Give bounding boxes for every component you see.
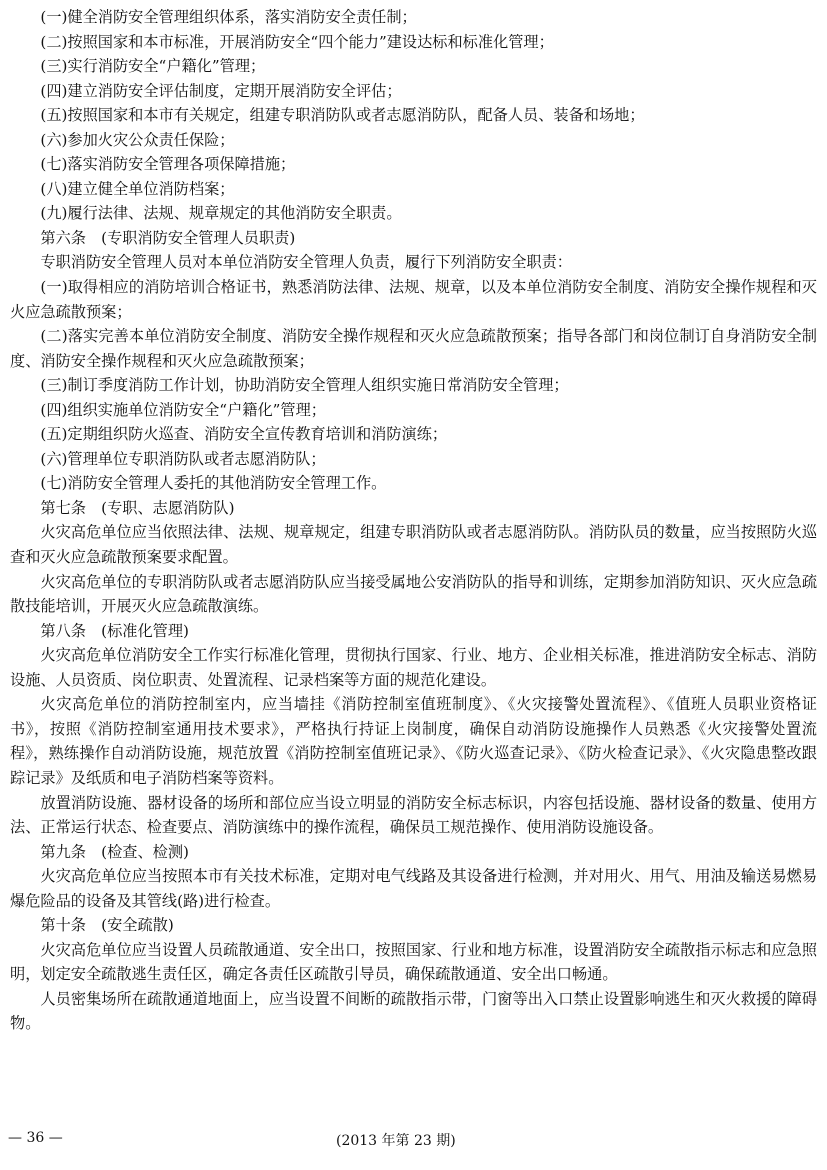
paragraph: (八)建立健全单位消防档案； <box>40 179 235 198</box>
paragraph: (六)管理单位专职消防队或者志愿消防队； <box>40 449 326 468</box>
paragraph: (一)取得相应的消防培训合格证书，熟悉消防法律、法规、规章，以及本单位消防安全制度、消防安全操作规程和灭火应急疏散预案； <box>10 278 817 321</box>
paragraph: 火灾高危单位应当依照法律、法规、规章规定，组建专职消防队或者志愿消防队。消防队员的数量，应当按照防火巡查和灭火应急疏散预案要求配置。 <box>10 523 817 567</box>
paragraph: (三)实行消防安全“户籍化”管理； <box>40 57 266 76</box>
article-heading: 第八条 (标准化管理) <box>40 621 189 640</box>
paragraph: (一)健全消防安全管理组织体系，落实消防安全责任制； <box>40 8 417 26</box>
paragraph: 火灾高危单位消防安全工作实行标准化管理，贯彻执行国家、行业、地方、企业相关标准，推进消防安全标志、消防设施、人员资质、岗位职责、处置流程、记录档案等方面的规范化建设。 <box>10 646 817 689</box>
document-body <box>10 0 817 1036</box>
paragraph: 放置消防设施、器材设备的场所和部位应当设立明显的消防安全标志标识，内容包括设施、器材设备的数量、使用方法、正常运行状态、检查要点、消防演练中的操作流程，确保员工规范操作、使用消防设施设备。 <box>10 793 817 837</box>
paragraph: (二)落实完善本单位消防安全制度、消防安全操作规程和灭火应急疏散预案；指导各部门和岗位制订自身消防安全制度、消防安全操作规程和灭火应急疏散预案； <box>10 327 817 370</box>
article-heading: 第九条 (检查、检测) <box>40 842 189 861</box>
paragraph: (七)落实消防安全管理各项保障措施； <box>40 155 296 174</box>
article-heading: 第十条 (安全疏散) <box>40 916 174 935</box>
paragraph: 火灾高危单位的专职消防队或者志愿消防队应当接受属地公安消防队的指导和训练，定期参加消防知识、灭火应急疏散技能培训，开展灭火应急疏散演练。 <box>10 572 817 616</box>
paragraph: (五)按照国家和本市有关规定，组建专职消防队或者志愿消防队，配备人员、装备和场地； <box>40 106 645 125</box>
paragraph: (四)建立消防安全评估制度，定期开展消防安全评估； <box>40 81 402 100</box>
paragraph: 人员密集场所在疏散通道地面上，应当设置不间断的疏散指示带，门窗等出入口禁止设置影响逃生和灭火救援的障碍物。 <box>10 989 817 1033</box>
paragraph: (九)履行法律、法规、规章规定的其他消防安全职责。 <box>40 204 402 223</box>
paragraph: 火灾高危单位应当设置人员疏散通道、安全出口，按照国家、行业和地方标准，设置消防安全疏散指示标志和应急照明，划定安全疏散逃生责任区，确定各责任区疏散引导员，确保疏散通道、安全出口畅通。 <box>10 940 817 984</box>
paragraph: (三)制订季度消防工作计划，协助消防安全管理人组织实施日常消防安全管理； <box>40 376 569 395</box>
article-heading: 第六条 (专职消防安全管理人员职责) <box>40 228 296 247</box>
page-footer <box>0 1130 827 1154</box>
paragraph: 火灾高危单位应当按照本市有关技术标准，定期对电气线路及其设备进行检测，并对用火、用气、用油及输送易燃易爆危险品的设备及其管线(路)进行检查。 <box>10 867 817 910</box>
paragraph: (二)按照国家和本市标准，开展消防安全“四个能力”建设达标和标准化管理； <box>40 32 554 51</box>
paragraph: (七)消防安全管理人委托的其他消防安全管理工作。 <box>40 474 387 493</box>
paragraph: (六)参加火灾公众责任保险； <box>40 130 235 149</box>
paragraph: 专职消防安全管理人员对本单位消防安全管理人负责，履行下列消防安全职责： <box>40 253 572 272</box>
paragraph: (四)组织实施单位消防安全“户籍化”管理； <box>40 400 326 419</box>
page-number: — 36 — <box>8 1130 63 1146</box>
paragraph: 火灾高危单位的消防控制室内，应当墙挂《消防控制室值班制度》、《火灾接警处置流程》、《值班人员职业资格证书》，按照《消防控制室通用技术要求》，严格执行持证上岗制度，确保自动消防设施操作人员熟悉《火灾接警处置流程》，熟练操作自动消防设施，规范放置《消防控制室值班记录》、《防火巡查记录》、《防火检查记录》、《火灾隐患整改跟踪记录》及纸质和电子消防档案等资料。 <box>10 695 817 787</box>
article-heading: 第七条 (专职、志愿消防队) <box>40 498 235 517</box>
paragraph: (五)定期组织防火巡查、消防安全宣传教育培训和消防演练； <box>40 425 448 444</box>
issue-label: (2013 年第 23 期) <box>336 1133 456 1149</box>
